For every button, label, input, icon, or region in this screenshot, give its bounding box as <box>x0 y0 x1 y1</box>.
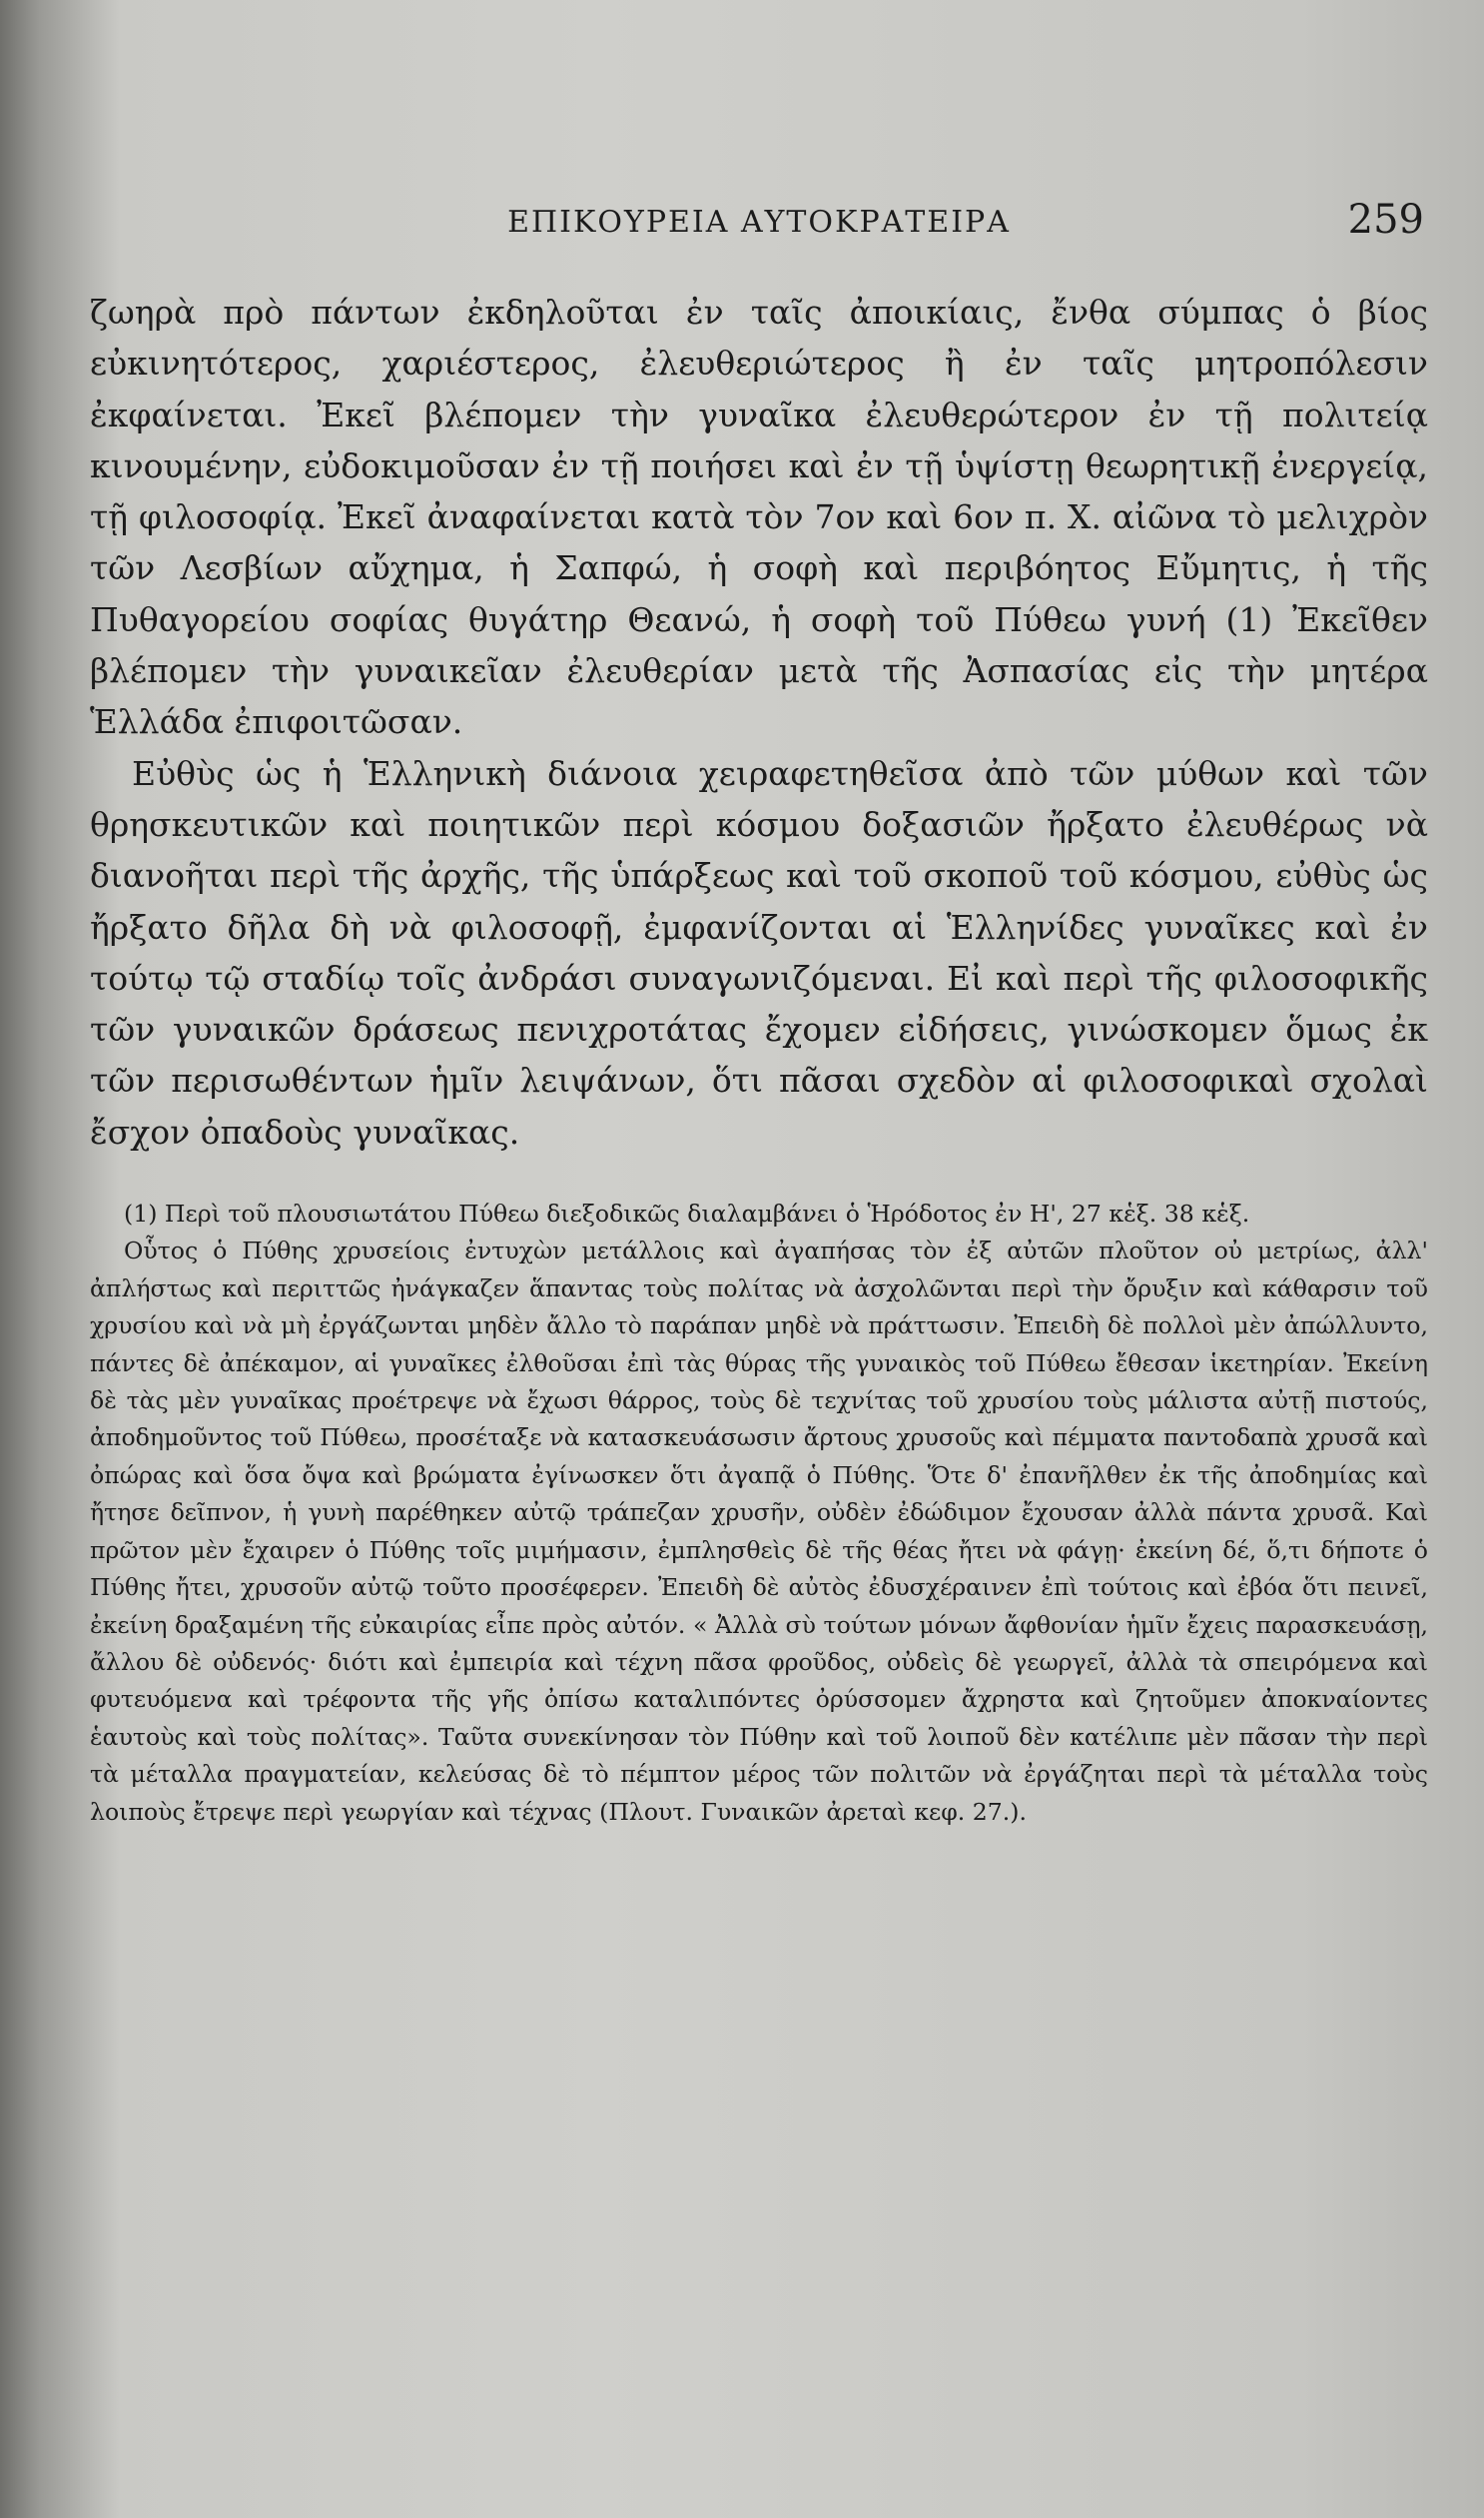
paragraph: Εὐθὺς ὡς ἡ Ἑλληνικὴ διάνοια χειραφετηθεῖσα ἀπὸ τῶν μύθων καὶ τῶν θρησκευτικῶν καὶ ποιητικῶν περὶ κόσμου δοξασιῶν ἤρξατο ἐλευθέρως νὰ διανοῆται περὶ τῆς ἀρχῆς, τῆς ὑπάρξεως καὶ τοῦ σκοποῦ τοῦ κόσμου, εὐθὺς ὡς ἤρξατο δῆλα δὴ νὰ φιλοσοφῇ, ἐμφανίζονται αἱ Ἑλληνίδες γυναῖκες καὶ ἐν τούτῳ τῷ σταδίῳ τοῖς ἀνδράσι συναγωνιζόμεναι. Εἰ καὶ περὶ τῆς φιλοσοφικῆς τῶν γυναικῶν δράσεως πενιχροτάτας ἔχομεν εἰδήσεις, γινώσκομεν ὅμως ἐκ τῶν περισωθέντων ἡμῖν λειψάνων, ὅτι πᾶσαι σχεδὸν αἱ φιλοσοφικαὶ σχολαὶ ἔσχον ὀπαδοὺς γυναῖκας. <box>90 753 1428 1152</box>
page-header <box>90 197 1428 265</box>
running-title: ΕΠΙΚΟΥΡΕΙΑ ΑΥΤΟΚΡΑΤΕΙΡΑ <box>507 205 1011 240</box>
page-content <box>90 197 1428 1831</box>
page-number: 259 <box>1347 197 1424 243</box>
paragraph: ζωηρὰ πρὸ πάντων ἐκδηλοῦται ἐν ταῖς ἀποικίαις, ἔνθα σύμπας ὁ βίος εὐκινητότερος, χαριέστερος, ἐλευθεριώτερος ἢ ἐν ταῖς μητροπόλεσιν ἐκφαίνεται. Ἐκεῖ βλέπομεν τὴν γυναῖκα ἐλευθερώτερον ἐν τῇ πολιτείᾳ κινουμένην, εὐδοκιμοῦσαν ἐν τῇ ποιήσει καὶ ἐν τῇ ὑψίστῃ θεωρητικῇ ἐνεργείᾳ, τῇ φιλοσοφίᾳ. Ἐκεῖ ἀναφαίνεται κατὰ τὸν 7ον καὶ 6ον π. Χ. αἰῶνα τὸ μελιχρὸν τῶν Λεσβίων αὔχημα, ἡ Σαπφώ, ἡ σοφὴ καὶ περιβόητος Εὔμητις, ἡ τῆς Πυθαγορείου σοφίας θυγάτηρ Θεανώ, ἡ σοφὴ τοῦ Πύθεω γυνή (1) Ἐκεῖθεν βλέπομεν τὴν γυναικεῖαν ἐλευθερίαν μετὰ τῆς Ἀσπασίας εἰς τὴν μητέρα Ἑλλάδα ἐπιφοιτῶσαν. <box>90 293 1428 742</box>
footnote: (1) Περὶ τοῦ πλουσιωτάτου Πύθεω διεξοδικῶς διαλαμβάνει ὁ Ἡρόδοτος ἐν Η', 27 κἑξ. 38 κἑξ. <box>124 1200 1250 1229</box>
footnote: Οὗτος ὁ Πύθης χρυσείοις ἐντυχὼν μετάλλοις καὶ ἀγαπήσας τὸν ἐξ αὐτῶν πλοῦτον οὐ μετρίως, ἀλλ' ἀπλήστως καὶ περιττῶς ἠνάγκαζεν ἅπαντας τοὺς πολίτας νὰ ἀσχολῶνται περὶ τὴν ὄρυξιν καὶ κάθαρσιν τοῦ χρυσίου καὶ νὰ μὴ ἐργάζωνται μηδὲν ἄλλο τὸ παράπαν μηδὲ νὰ πράττωσιν. Ἐπειδὴ δὲ πολλοὶ μὲν ἀπώλλυντο, πάντες δὲ ἀπέκαμον, αἱ γυναῖκες ἐλθοῦσαι ἐπὶ τὰς θύρας τῆς γυναικὸς τοῦ Πύθεω ἔθεσαν ἱκετηρίαν. Ἐκείνη δὲ τὰς μὲν γυναῖκας προέτρεψε νὰ ἔχωσι θάρρος, τοὺς δὲ τεχνίτας τοῦ χρυσίου τοὺς μάλιστα αὐτῇ πιστούς, ἀποδημοῦντος τοῦ Πύθεω, προσέταξε νὰ κατασκευάσωσιν ἄρτους χρυσοῦς καὶ πέμματα παντοδαπὰ χρυσᾶ καὶ ὀπώρας καὶ ὅσα ὄψα καὶ βρώματα ἐγίνωσκεν ὅτι ἀγαπᾷ ὁ Πύθης. Ὅτε δ' ἐπανῆλθεν ἐκ τῆς ἀποδημίας καὶ ἤτησε δεῖπνον, ἡ γυνὴ παρέθηκεν αὐτῷ τράπεζαν χρυσῆν, οὐδὲν ἐδώδιμον ἔχουσαν ἀλλὰ πάντα χρυσᾶ. Καὶ πρῶτον μὲν ἔχαιρεν ὁ Πύθης τοῖς μιμήμασιν, ἐμπλησθεὶς δὲ τῆς θέας ἤτει νὰ φάγῃ· ἐκείνη δέ, ὅ,τι δήποτε ὁ Πύθης ἤτει, χρυσοῦν αὐτῷ τοῦτο προσέφερεν. Ἐπειδὴ δὲ αὐτὸς ἐδυσχέραινεν ἐπὶ τούτοις καὶ ἐβόα ὅτι πεινεῖ, ἐκείνη δραξαμένη τῆς εὐκαιρίας εἶπε πρὸς αὐτόν. « Ἀλλὰ σὺ τούτων μόνων ἄφθονίαν ἡμῖν ἔχεις παρασκευάσῃ, ἄλλου δὲ οὐδενός· διότι καὶ ἐμπειρία καὶ τέχνη πᾶσα φροῦδος, οὐδεὶς δὲ γεωργεῖ, ἀλλὰ τὰ σπειρόμενα καὶ φυτευόμενα καὶ τρέφοντα τῆς γῆς ὀπίσω καταλιπόντες ὀρύσσομεν ἄχρηστα καὶ ζητοῦμεν ἀποκναίοντες ἑαυτοὺς καὶ τοὺς πολίτας». Ταῦτα συνεκίνησαν τὸν Πύθην καὶ τοῦ λοιποῦ δὲν κατέλιπε μὲν πᾶσαν τὴν περὶ τὰ μέταλλα πραγματείαν, κελεύσας δὲ τὸ πέμπτον μέρος τῶν πολιτῶν νὰ ἐργάζηται περὶ τὰ μέταλλα τοὺς λοιποὺς ἔτρεψε περὶ γεωργίαν καὶ τέχνας (Πλουτ. Γυναικῶν ἀρεταὶ κεφ. 27.). <box>90 1237 1428 1826</box>
footnotes <box>90 1196 1428 1831</box>
main-text <box>90 287 1428 1158</box>
